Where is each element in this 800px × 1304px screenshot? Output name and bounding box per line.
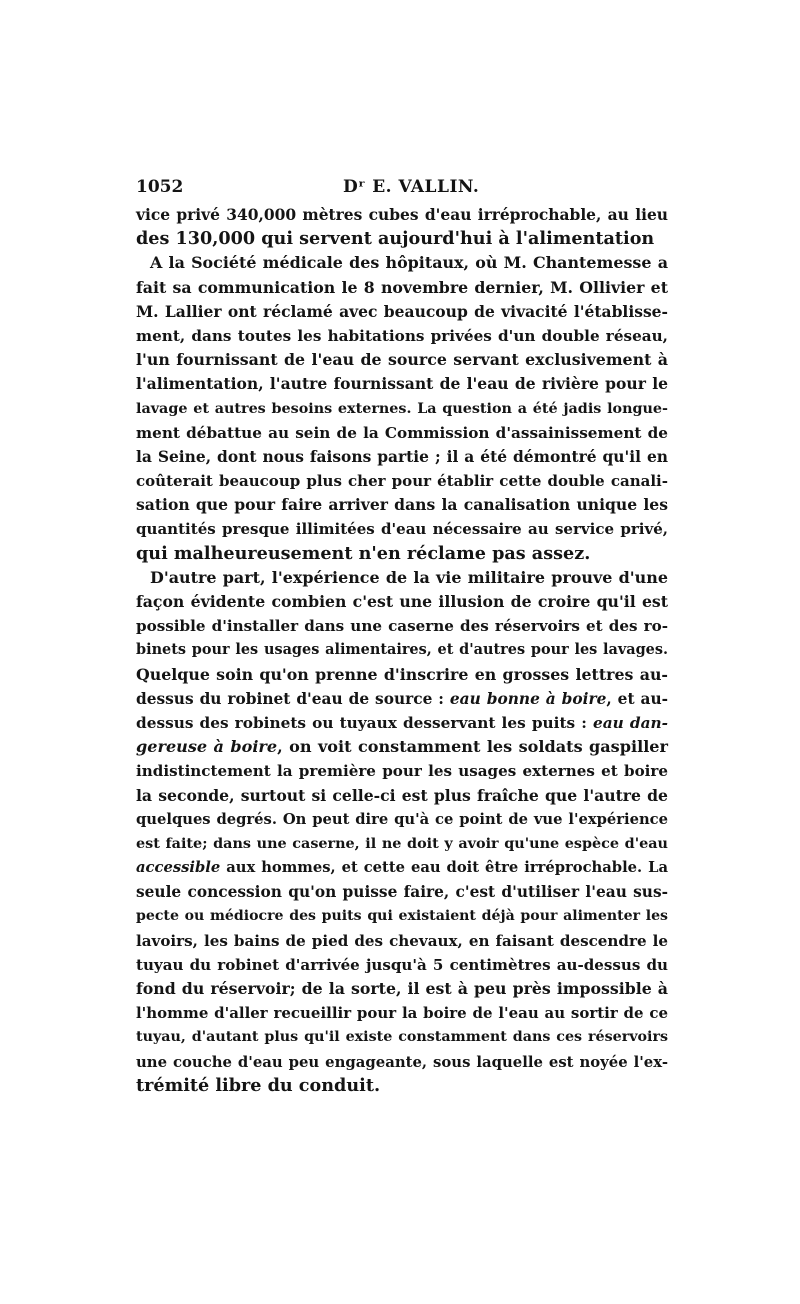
text-line: tuyau, d'autant plus qu'il existe constamment dans ces réservoirs bbox=[136, 1029, 668, 1046]
text-line: façon évidente combien c'est une illusion de croire qu'il est bbox=[136, 592, 668, 611]
text-line: qui malheureusement n'en réclame pas assez. bbox=[136, 542, 591, 564]
text-line: fond du réservoir; de la sorte, il est à peu près impossible à bbox=[136, 979, 668, 998]
text-run: , on voit constamment les soldats gaspiller bbox=[277, 737, 669, 757]
text-line: quelques degrés. On peut dire qu'à ce point de vue l'expérience bbox=[136, 810, 668, 828]
text-line: ment débattue au sein de la Commission d'assainissement de bbox=[136, 423, 668, 442]
text-line: est faite; dans une caserne, il ne doit y avoir qu'une espèce d'eau bbox=[136, 835, 668, 852]
text-line: lavoirs, les bains de pied des chevaux, en faisant descendre le bbox=[136, 931, 668, 950]
page-header bbox=[136, 177, 666, 199]
text-line: Quelque soin qu'on prenne d'inscrire en grosses lettres au- bbox=[136, 664, 668, 684]
text-line: l'homme d'aller recueillir pour la boire de l'eau au sortir de ce bbox=[136, 1004, 668, 1023]
page-number: 1052 bbox=[136, 177, 184, 197]
text-run: , et au- bbox=[606, 689, 668, 708]
text-line: quantités presque illimitées d'eau nécessaire au service privé, bbox=[136, 520, 668, 539]
body-text bbox=[136, 203, 668, 1098]
text-line: binets pour les usages alimentaires, et d'autres pour les lavages. bbox=[136, 641, 668, 659]
text-line bbox=[136, 735, 668, 759]
text-line: indistinctement la première pour les usages externes et boire bbox=[136, 762, 668, 781]
text-line: possible d'installer dans une caserne des réservoirs et des ro- bbox=[136, 617, 668, 636]
text-line: la seconde, surtout si celle-ci est plus fraîche que l'autre de bbox=[136, 785, 668, 805]
text-line: pecte ou médiocre des puits qui existaient déjà pour alimenter les bbox=[136, 908, 668, 925]
text-run: dessus des robinets ou tuyaux desservant les puits : bbox=[136, 713, 593, 732]
text-run: dessus du robinet d'eau de source : bbox=[136, 689, 450, 708]
italic-phrase: gereuse à boire bbox=[136, 737, 278, 757]
text-line: fait sa communication le 8 novembre dernier, M. Ollivier et bbox=[136, 277, 668, 297]
text-line: D'autre part, l'expérience de la vie militaire prouve d'une bbox=[150, 567, 668, 587]
text-line: trémité libre du conduit. bbox=[136, 1074, 381, 1096]
italic-phrase: eau bonne à boire bbox=[449, 689, 607, 708]
text-line: l'un fournissant de l'eau de source servant exclusivement à bbox=[136, 350, 668, 370]
text-line: l'alimentation, l'autre fournissant de l'eau de rivière pour le bbox=[136, 374, 668, 394]
running-head: Dʳ E. VALLIN. bbox=[343, 177, 480, 197]
text-line: vice privé 340,000 mètres cubes d'eau irréprochable, au lieu bbox=[136, 205, 668, 224]
text-line: une couche d'eau peu engageante, sous laquelle est noyée l'ex- bbox=[136, 1052, 668, 1071]
text-line: des 130,000 qui servent aujourd'hui à l'alimentation bbox=[136, 228, 655, 250]
text-line: M. Lallier ont réclamé avec beaucoup de vivacité l'établisse- bbox=[136, 301, 668, 321]
text-run: aux hommes, et cette eau doit être irréprochable. La bbox=[220, 859, 668, 877]
text-line bbox=[136, 687, 668, 711]
text-line bbox=[136, 711, 668, 735]
text-line bbox=[136, 856, 668, 880]
text-line: lavage et autres besoins externes. La question a été jadis longue- bbox=[136, 400, 668, 417]
text-line: coûterait beaucoup plus cher pour établir cette double canali- bbox=[136, 472, 668, 491]
italic-phrase: eau dan- bbox=[593, 713, 668, 732]
text-line: seule concession qu'on puisse faire, c'est d'utiliser l'eau sus- bbox=[136, 883, 668, 902]
text-line: tuyau du robinet d'arrivée jusqu'à 5 centimètres au-dessus du bbox=[136, 955, 668, 974]
text-line: ment, dans toutes les habitations privées d'un double réseau, bbox=[136, 326, 668, 345]
text-line: A la Société médicale des hôpitaux, où M. Chantemesse a bbox=[150, 253, 668, 273]
text-line: la Seine, dont nous faisons partie ; il a été démontré qu'il en bbox=[136, 446, 668, 466]
text-line: sation que pour faire arriver dans la canalisation unique les bbox=[136, 495, 668, 515]
italic-phrase: accessible bbox=[136, 859, 221, 877]
